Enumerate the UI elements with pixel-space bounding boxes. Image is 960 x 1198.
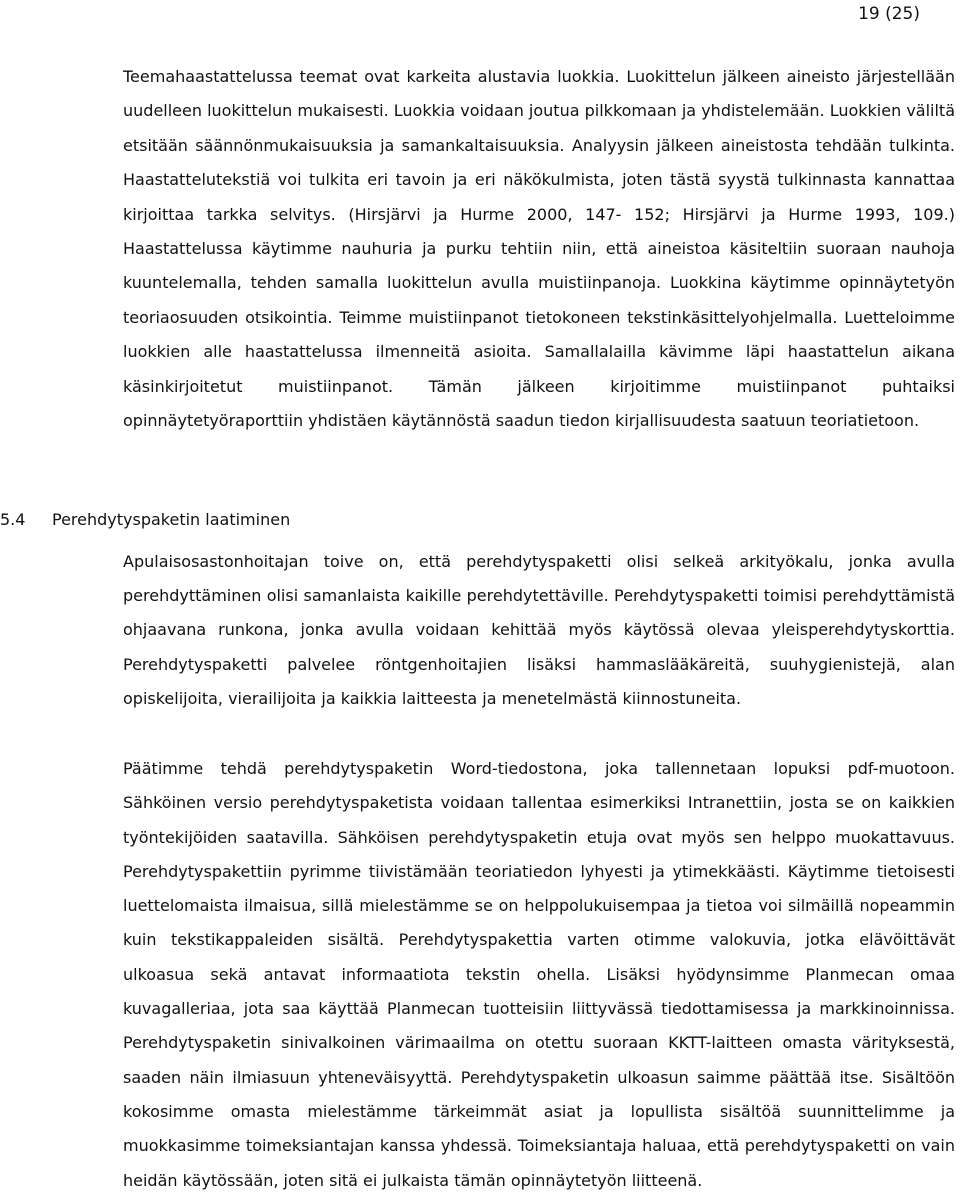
page-number: 19 (25) [858,4,920,24]
body-paragraph-wish: Apulaisosastonhoitajan toive on, että perehdytyspaketti olisi selkeä arkityökalu, jonka avulla perehdyttäminen olisi samanlaista kaikille perehdytettäville. Perehdytyspaketti toimisi perehdyttämistä ohjaavana runkona, jonka avulla voidaan kehittää myös käytössä olevaa yleisperehdytyskorttia. Perehdytyspaketti palvelee röntgenhoitajien lisäksi hammaslääkäreitä, suuhygienistejä, alan opiskelijoita, vierailijoita ja kaikkia laitteesta ja menetelmästä kiinnostuneita. [123,552,955,708]
section-title: Perehdytyspaketin laatiminen [52,510,291,529]
section-number: 5.4 [0,510,26,529]
body-paragraph-format: Päätimme tehdä perehdytyspaketin Word-tiedostona, joka tallennetaan lopuksi pdf-muotoon. Sähköinen versio perehdytyspaketista voidaan tallentaa esimerkiksi Intranettiin, josta se on kaikkien työntekijöiden saatavilla. Sähköisen perehdytyspaketin etuja ovat myös sen helppo muokattavuus. Perehdytyspakettiin pyrimme tiivistämään teoriatiedon lyhyesti ja ytimekkäästi. Käytimme tietoisesti luettelomaista ilmaisua, sillä mielestämme se on helppolukuisempaa ja tietoa voi silmäillä nopeammin kuin tekstikappaleiden sisältä. Perehdytyspakettia varten otimme valokuvia, jotka elävöittävät ulkoasua sekä antavat informaatiota tekstin ohella. Lisäksi hyödynsimme Planmecan omaa kuvagalleriaa, jota saa käyttää Planmecan tuotteisiin liittyvässä tiedottamisessa ja markkinoinnissa. Perehdytyspaketin sinivalkoinen värimaailma on otettu suoraan KKTT-laitteen omasta värityksestä, saaden näin ilmiasuun yhteneväisyyttä. Perehdytyspaketin ulkoasun saimme päättää itse. Sisältöön kokosimme omasta mielestämme tärkeimmät asiat ja lopullista sisältöä suunnittelimme ja muokkasimme toimeksiantajan kanssa yhdessä. Toimeksiantaja haluaa, että perehdytyspaketti on vain heidän käytössään, joten sitä ei julkaista tämän opinnäytetyön liitteenä. [123,759,955,1190]
body-paragraph-analysis: Teemahaastattelussa teemat ovat karkeita alustavia luokkia. Luokittelun jälkeen aineisto järjestellään uudelleen luokittelun mukaisesti. Luokkia voidaan joutua pilkkomaan ja yhdistelemään. Luokkien väliltä etsitään säännönmukaisuuksia ja samankaltaisuuksia. Analyysin jälkeen aineistosta tehdään tulkinta. Haastattelutekstiä voi tulkita eri tavoin ja eri näkökulmista, joten tästä syystä tulkinnasta kannattaa kirjoittaa tarkka selvitys. (Hirsjärvi ja Hurme 2000, 147- 152; Hirsjärvi ja Hurme 1993, 109.) Haastattelussa käytimme nauhuria ja purku tehtiin niin, että aineistoa käsiteltiin suoraan nauhoja kuuntelemalla, tehden samalla luokittelun avulla muistiinpanoja. Luokkina käytimme opinnäytetyön teoriaosuuden otsikointia. Teimme muistiinpanot tietokoneen tekstinkäsittelyohjelmalla. Luetteloimme luokkien alle haastattelussa ilmenneitä asioita. Samallalailla kävimme läpi haastattelun aikana käsinkirjoitetut muistiinpanot. Tämän jälkeen kirjoitimme muistiinpanot puhtaiksi opinnäytetyöraporttiin yhdistäen käytännöstä saadun tiedon kirjallisuudesta saatuun teoriatietoon. [123,67,955,431]
